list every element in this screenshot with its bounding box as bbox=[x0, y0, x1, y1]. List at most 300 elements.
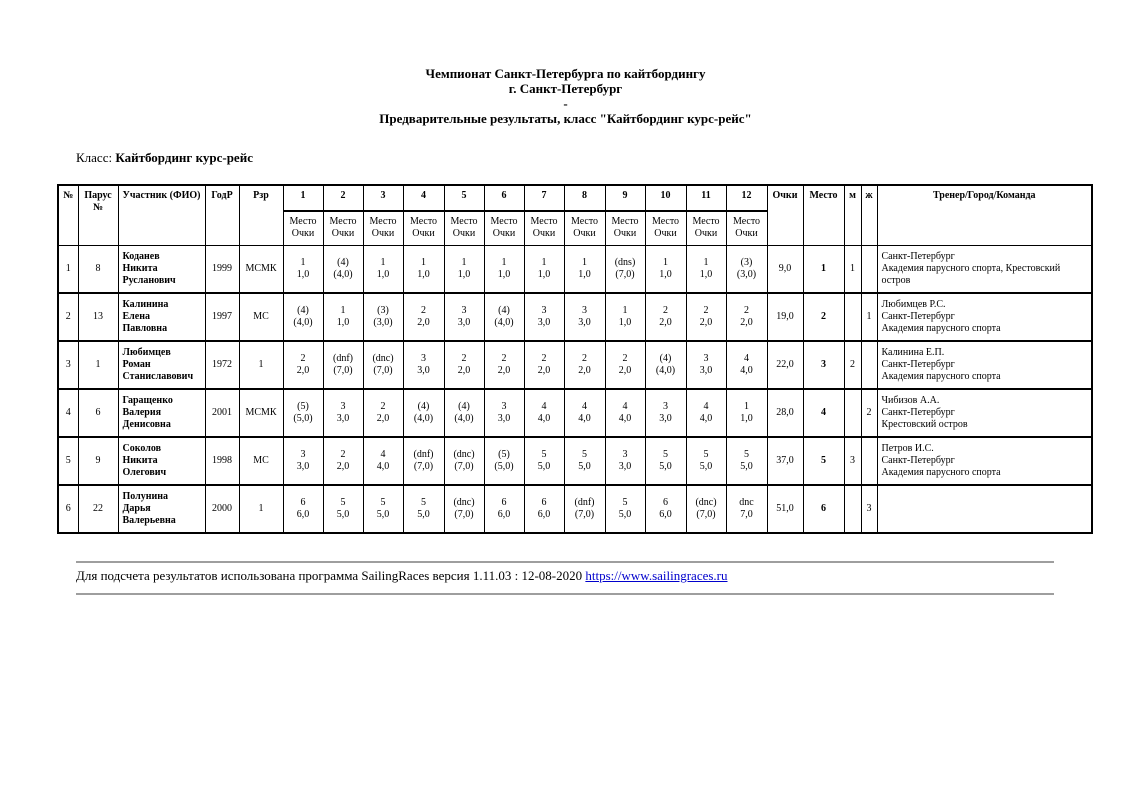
race-result-line: 5,0 bbox=[376, 509, 390, 520]
race-result-line: 1,0 bbox=[537, 268, 551, 280]
race-result-line: (dnf) bbox=[413, 449, 434, 460]
race-result-line: (dnc) bbox=[695, 497, 717, 508]
row-sail: 1 bbox=[78, 341, 118, 389]
row-coach bbox=[877, 485, 1092, 533]
race-result-line: 3,0 bbox=[618, 461, 632, 472]
subheader-points: Очки bbox=[492, 228, 516, 240]
race-result-line: 1,0 bbox=[417, 268, 430, 280]
class-value: Кайтбординг курс-рейс bbox=[115, 150, 253, 165]
row-f bbox=[861, 437, 877, 485]
row-name-line: Коданев bbox=[122, 250, 160, 262]
row-coach bbox=[877, 341, 1092, 389]
race-result bbox=[363, 485, 403, 533]
row-name-line: Гаращенко bbox=[122, 395, 173, 406]
row-name-line: Полунина bbox=[122, 491, 169, 502]
race-result-line: (4,0) bbox=[293, 317, 313, 328]
subheader-place: Место bbox=[651, 216, 680, 228]
race-subheader bbox=[283, 211, 323, 245]
race-result-line: (4,0) bbox=[494, 317, 514, 328]
subheader-place: Место bbox=[490, 216, 518, 228]
race-result bbox=[564, 437, 605, 485]
race-result-line: 1,0 bbox=[296, 268, 310, 280]
race-result-line: (4) bbox=[297, 305, 309, 316]
race-result-line: 2,0 bbox=[578, 365, 591, 376]
row-no: 4 bbox=[58, 389, 78, 437]
race-result-line: 4,0 bbox=[618, 413, 632, 424]
race-result bbox=[484, 389, 524, 437]
race-result-line: 1 bbox=[744, 401, 749, 412]
subheader-place: Место bbox=[289, 216, 317, 228]
race-result bbox=[524, 341, 564, 389]
race-result-line: 6 bbox=[663, 497, 668, 508]
row-coach-line: Санкт-Петербург bbox=[881, 359, 955, 370]
race-subheader bbox=[444, 211, 484, 245]
header-race: 7 bbox=[524, 185, 564, 211]
subheader-points: Очки bbox=[291, 228, 315, 240]
race-result bbox=[363, 389, 403, 437]
race-result-line: (4) bbox=[337, 256, 349, 268]
row-m bbox=[844, 485, 861, 533]
race-result-line: (7,0) bbox=[413, 461, 434, 472]
race-result-line: 2 bbox=[582, 353, 587, 364]
race-result bbox=[323, 341, 363, 389]
row-sail: 13 bbox=[78, 293, 118, 341]
header-m: м bbox=[844, 185, 861, 245]
race-result bbox=[283, 437, 323, 485]
row-sail: 9 bbox=[78, 437, 118, 485]
row-coach-line: Любимцев Р.С. bbox=[881, 299, 946, 310]
header-name: Участник (ФИО) bbox=[118, 185, 205, 245]
race-result-line: (dnc) bbox=[453, 449, 475, 460]
subheader-points: Очки bbox=[654, 228, 677, 240]
race-result bbox=[363, 245, 403, 293]
row-m: 2 bbox=[844, 341, 861, 389]
race-subheader bbox=[564, 211, 605, 245]
subheader-points: Очки bbox=[412, 228, 435, 240]
header-points: Очки bbox=[767, 185, 803, 245]
class-label: Класс: bbox=[76, 150, 113, 165]
row-points: 37,0 bbox=[767, 437, 803, 485]
race-result-line: 2 bbox=[622, 353, 628, 364]
race-result-line: (4,0) bbox=[333, 268, 353, 280]
row-no: 3 bbox=[58, 341, 78, 389]
race-result-line: 4 bbox=[541, 401, 547, 412]
document-header bbox=[0, 66, 1131, 126]
race-result bbox=[444, 293, 484, 341]
race-result-line: 1 bbox=[421, 256, 426, 268]
race-result-line: 2,0 bbox=[417, 317, 430, 328]
race-result-line: (dns) bbox=[614, 256, 636, 268]
race-result-line: (4,0) bbox=[655, 365, 676, 376]
row-rank: МС bbox=[239, 437, 283, 485]
race-result-line: 4,0 bbox=[740, 365, 753, 376]
race-result-line: 3 bbox=[300, 449, 306, 460]
row-name-line: Елена bbox=[122, 311, 150, 322]
race-result-line: 3 bbox=[703, 353, 709, 364]
header-no: № bbox=[58, 185, 78, 245]
header-coach: Тренер/Город/Команда bbox=[877, 185, 1092, 245]
race-result-line: (7,0) bbox=[615, 268, 635, 280]
row-place: 5 bbox=[803, 437, 844, 485]
row-name-line: Валерия bbox=[122, 407, 162, 418]
race-result-line: 4 bbox=[622, 401, 628, 412]
row-points: 19,0 bbox=[767, 293, 803, 341]
race-result bbox=[645, 485, 686, 533]
row-coach-line: Санкт-Петербург bbox=[881, 311, 955, 322]
header-race: 8 bbox=[564, 185, 605, 211]
race-result-line: 1 bbox=[300, 256, 306, 268]
row-year: 1999 bbox=[205, 245, 239, 293]
race-result bbox=[686, 341, 726, 389]
table-row bbox=[58, 389, 1092, 437]
race-result-line: 3,0 bbox=[699, 365, 713, 376]
row-coach-line: Академия парусного спорта bbox=[881, 323, 1001, 334]
race-result-line: (7,0) bbox=[454, 461, 474, 472]
row-rank: МСМК bbox=[239, 389, 283, 437]
race-result-line: 1,0 bbox=[336, 317, 350, 328]
row-name-line: Олегович bbox=[122, 467, 167, 478]
row-points: 22,0 bbox=[767, 341, 803, 389]
header-race: 2 bbox=[323, 185, 363, 211]
race-result bbox=[484, 437, 524, 485]
row-place: 4 bbox=[803, 389, 844, 437]
race-result-line: 1 bbox=[663, 256, 668, 268]
race-result-line: 2,0 bbox=[376, 413, 390, 424]
race-result bbox=[283, 485, 323, 533]
race-result bbox=[564, 293, 605, 341]
row-name-line: Калинина bbox=[122, 299, 169, 310]
table-row bbox=[58, 293, 1092, 341]
row-coach bbox=[877, 389, 1092, 437]
race-result-line: 7,0 bbox=[740, 509, 753, 520]
footer-divider-bottom bbox=[76, 593, 1054, 595]
race-result-line: 2,0 bbox=[296, 365, 310, 376]
race-result-line: 2,0 bbox=[659, 317, 672, 328]
race-result bbox=[323, 437, 363, 485]
race-result bbox=[403, 341, 444, 389]
race-result-line: 3 bbox=[582, 305, 587, 316]
race-result-line: 3,0 bbox=[336, 413, 350, 424]
race-result-line: 6 bbox=[300, 497, 306, 508]
row-coach-line: Санкт-Петербург bbox=[881, 455, 955, 466]
row-name-line: Павловна bbox=[122, 323, 168, 334]
results-body bbox=[58, 245, 1092, 533]
row-rank: 1 bbox=[239, 341, 283, 389]
race-result bbox=[524, 389, 564, 437]
race-result bbox=[403, 437, 444, 485]
row-year: 2000 bbox=[205, 485, 239, 533]
race-result bbox=[564, 245, 605, 293]
race-result bbox=[645, 437, 686, 485]
race-result-line: 3,0 bbox=[659, 413, 672, 424]
race-result bbox=[564, 389, 605, 437]
table-row bbox=[58, 341, 1092, 389]
row-m bbox=[844, 293, 861, 341]
race-result-line: 2 bbox=[744, 305, 749, 316]
race-result-line: (3,0) bbox=[373, 317, 393, 328]
race-result bbox=[686, 485, 726, 533]
race-result-line: 2 bbox=[380, 401, 386, 412]
race-result-line: (7,0) bbox=[574, 509, 595, 520]
race-result-line: 5,0 bbox=[618, 509, 632, 520]
race-result-line: 2 bbox=[703, 305, 709, 316]
subheader-points: Очки bbox=[613, 228, 637, 240]
race-result bbox=[605, 437, 645, 485]
row-no: 6 bbox=[58, 485, 78, 533]
race-result-line: 6,0 bbox=[296, 509, 310, 520]
row-rank: МСМК bbox=[239, 245, 283, 293]
race-result bbox=[323, 293, 363, 341]
race-result-line: (dnc) bbox=[453, 497, 475, 508]
row-coach bbox=[877, 245, 1092, 293]
race-subheader bbox=[686, 211, 726, 245]
race-result bbox=[726, 341, 767, 389]
row-name-line: Роман bbox=[122, 359, 151, 370]
race-result-line: (4) bbox=[659, 353, 672, 364]
row-no: 1 bbox=[58, 245, 78, 293]
row-rank: 1 bbox=[239, 485, 283, 533]
race-result-line: 4 bbox=[703, 401, 709, 412]
race-result-line: 4 bbox=[380, 449, 386, 460]
subheader-place: Место bbox=[611, 216, 639, 228]
subheader-points: Очки bbox=[735, 228, 758, 240]
row-name-line: Любимцев bbox=[122, 347, 171, 358]
header-race: 12 bbox=[726, 185, 767, 211]
row-year: 1972 bbox=[205, 341, 239, 389]
race-result-line: 3 bbox=[421, 353, 426, 364]
row-name bbox=[118, 437, 205, 485]
race-result-line: (4,0) bbox=[413, 413, 434, 424]
race-result-line: (7,0) bbox=[454, 509, 474, 520]
row-place: 1 bbox=[803, 245, 844, 293]
race-result bbox=[323, 389, 363, 437]
results-table bbox=[57, 184, 1093, 534]
race-result-line: 2,0 bbox=[618, 365, 632, 376]
row-name bbox=[118, 245, 205, 293]
race-result-line: (dnf) bbox=[333, 353, 353, 364]
race-result-line: 3 bbox=[541, 305, 547, 316]
race-result-line: 4,0 bbox=[578, 413, 591, 424]
race-result-line: 4,0 bbox=[699, 413, 713, 424]
header-race: 9 bbox=[605, 185, 645, 211]
race-result-line: 2 bbox=[421, 305, 426, 316]
header-row bbox=[58, 185, 1092, 211]
race-result bbox=[645, 341, 686, 389]
race-result-line: 1 bbox=[501, 256, 507, 268]
race-result-line: 3,0 bbox=[296, 461, 310, 472]
header-race: 1 bbox=[283, 185, 323, 211]
subheader-place: Место bbox=[732, 216, 761, 228]
race-result-line: dnc bbox=[739, 497, 754, 508]
row-coach-line: Академия парусного спорта bbox=[881, 467, 1001, 478]
row-coach-line: остров bbox=[881, 274, 911, 286]
subheader-place: Место bbox=[570, 216, 599, 228]
subheader-points: Очки bbox=[452, 228, 476, 240]
row-coach bbox=[877, 437, 1092, 485]
race-result-line: 2,0 bbox=[336, 461, 350, 472]
race-result-line: 1,0 bbox=[376, 268, 390, 280]
race-result bbox=[686, 389, 726, 437]
championship-title: Чемпионат Санкт-Петербурга по кайтбордингу bbox=[425, 66, 706, 81]
race-result bbox=[726, 293, 767, 341]
race-result-line: 5 bbox=[582, 449, 587, 460]
header-race: 5 bbox=[444, 185, 484, 211]
race-result-line: (4) bbox=[417, 401, 430, 412]
race-result bbox=[484, 293, 524, 341]
race-result bbox=[686, 437, 726, 485]
race-result bbox=[363, 437, 403, 485]
race-result-line: 5 bbox=[703, 449, 709, 460]
row-coach-line: Санкт-Петербург bbox=[881, 407, 955, 418]
footer-note: Для подсчета результатов использована программа SailingRaces версия 1.11.03 : 12-08-2020 bbox=[76, 568, 583, 583]
race-result-line: (3) bbox=[740, 256, 753, 268]
subheader-place: Место bbox=[329, 216, 357, 228]
race-result bbox=[484, 341, 524, 389]
race-result-line: 2,0 bbox=[699, 317, 713, 328]
race-result bbox=[403, 245, 444, 293]
race-result bbox=[564, 341, 605, 389]
row-name-line: Денисовна bbox=[122, 419, 171, 430]
race-result-line: (7,0) bbox=[333, 365, 353, 376]
row-year: 2001 bbox=[205, 389, 239, 437]
race-result-line: (4) bbox=[458, 401, 470, 412]
row-name bbox=[118, 293, 205, 341]
race-result bbox=[645, 293, 686, 341]
footer-text bbox=[76, 568, 728, 584]
race-result-line: 6,0 bbox=[497, 509, 511, 520]
race-result bbox=[484, 245, 524, 293]
race-result bbox=[403, 389, 444, 437]
race-result-line: 2 bbox=[663, 305, 668, 316]
race-result-line: 5,0 bbox=[336, 509, 350, 520]
row-coach bbox=[877, 293, 1092, 341]
race-subheader bbox=[726, 211, 767, 245]
race-result-line: 1 bbox=[703, 256, 709, 268]
race-result bbox=[726, 245, 767, 293]
race-result bbox=[444, 437, 484, 485]
race-result-line: 3 bbox=[340, 401, 346, 412]
race-result-line: 5,0 bbox=[578, 461, 591, 472]
row-points: 28,0 bbox=[767, 389, 803, 437]
race-result-line: 5 bbox=[622, 497, 628, 508]
race-result bbox=[363, 293, 403, 341]
row-sail: 22 bbox=[78, 485, 118, 533]
race-result-line: 5 bbox=[663, 449, 668, 460]
race-result-line: 2,0 bbox=[740, 317, 753, 328]
race-result bbox=[283, 245, 323, 293]
race-result-line: 1,0 bbox=[497, 268, 511, 280]
footer-divider-top bbox=[76, 561, 1054, 563]
race-result-line: (5) bbox=[498, 449, 510, 460]
race-result bbox=[323, 245, 363, 293]
row-points: 9,0 bbox=[767, 245, 803, 293]
race-result-line: 1 bbox=[582, 256, 587, 268]
race-result-line: 2 bbox=[541, 353, 547, 364]
race-result bbox=[605, 245, 645, 293]
race-result-line: 5,0 bbox=[417, 509, 430, 520]
race-result-line: 5 bbox=[541, 449, 547, 460]
race-result-line: 6,0 bbox=[659, 509, 672, 520]
race-result-line: 1,0 bbox=[699, 268, 713, 280]
row-m: 1 bbox=[844, 245, 861, 293]
subheader-place: Место bbox=[369, 216, 397, 228]
race-subheader bbox=[403, 211, 444, 245]
race-result bbox=[645, 389, 686, 437]
race-result bbox=[726, 485, 767, 533]
race-result-line: 2,0 bbox=[537, 365, 551, 376]
race-result bbox=[403, 485, 444, 533]
dash-line: - bbox=[563, 96, 568, 111]
race-result-line: (5) bbox=[297, 401, 309, 412]
race-result bbox=[283, 293, 323, 341]
subheader-points: Очки bbox=[573, 228, 596, 240]
race-result-line: 6,0 bbox=[537, 509, 551, 520]
row-coach-line: Санкт-Петербург bbox=[881, 250, 955, 262]
race-result-line: 1 bbox=[461, 256, 467, 268]
race-result-line: 1 bbox=[622, 305, 628, 316]
race-result-line: 2 bbox=[501, 353, 507, 364]
race-result-line: 5 bbox=[340, 497, 346, 508]
subheader-place: Место bbox=[409, 216, 438, 228]
race-result-line: 5,0 bbox=[659, 461, 672, 472]
race-subheader bbox=[484, 211, 524, 245]
race-result bbox=[283, 389, 323, 437]
row-rank: МС bbox=[239, 293, 283, 341]
race-result-line: 1,0 bbox=[659, 268, 672, 280]
race-result-line: 3 bbox=[622, 449, 628, 460]
row-sail: 8 bbox=[78, 245, 118, 293]
race-result bbox=[524, 293, 564, 341]
race-result-line: 1 bbox=[340, 305, 346, 316]
race-result bbox=[444, 245, 484, 293]
row-f bbox=[861, 245, 877, 293]
race-result bbox=[363, 341, 403, 389]
race-result bbox=[444, 389, 484, 437]
row-points: 51,0 bbox=[767, 485, 803, 533]
race-result-line: (5,0) bbox=[293, 413, 313, 424]
race-result-line: 5 bbox=[421, 497, 426, 508]
race-subheader bbox=[524, 211, 564, 245]
race-result bbox=[726, 389, 767, 437]
race-result-line: 3 bbox=[461, 305, 467, 316]
row-f: 1 bbox=[861, 293, 877, 341]
race-result bbox=[283, 341, 323, 389]
row-name-line: Соколов bbox=[122, 443, 161, 454]
race-result-line: (5,0) bbox=[494, 461, 514, 472]
row-year: 1998 bbox=[205, 437, 239, 485]
footer-link[interactable]: https://www.sailingraces.ru bbox=[585, 568, 728, 583]
race-result-line: 5,0 bbox=[699, 461, 713, 472]
header-race: 10 bbox=[645, 185, 686, 211]
race-subheader bbox=[605, 211, 645, 245]
subheader-place: Место bbox=[692, 216, 720, 228]
race-result bbox=[524, 485, 564, 533]
race-result-line: (4) bbox=[498, 305, 510, 316]
race-result-line: (7,0) bbox=[696, 509, 716, 520]
race-result bbox=[605, 293, 645, 341]
race-result-line: 1,0 bbox=[578, 268, 591, 280]
race-result-line: 6 bbox=[501, 497, 507, 508]
race-result bbox=[484, 485, 524, 533]
row-coach-line: Крестовский остров bbox=[881, 419, 968, 430]
race-result-line: (dnc) bbox=[372, 353, 394, 364]
race-result-line: 1,0 bbox=[740, 413, 753, 424]
race-result bbox=[564, 485, 605, 533]
table-row bbox=[58, 245, 1092, 293]
race-result-line: 4,0 bbox=[376, 461, 390, 472]
header-place: Место bbox=[803, 185, 844, 245]
row-m bbox=[844, 389, 861, 437]
